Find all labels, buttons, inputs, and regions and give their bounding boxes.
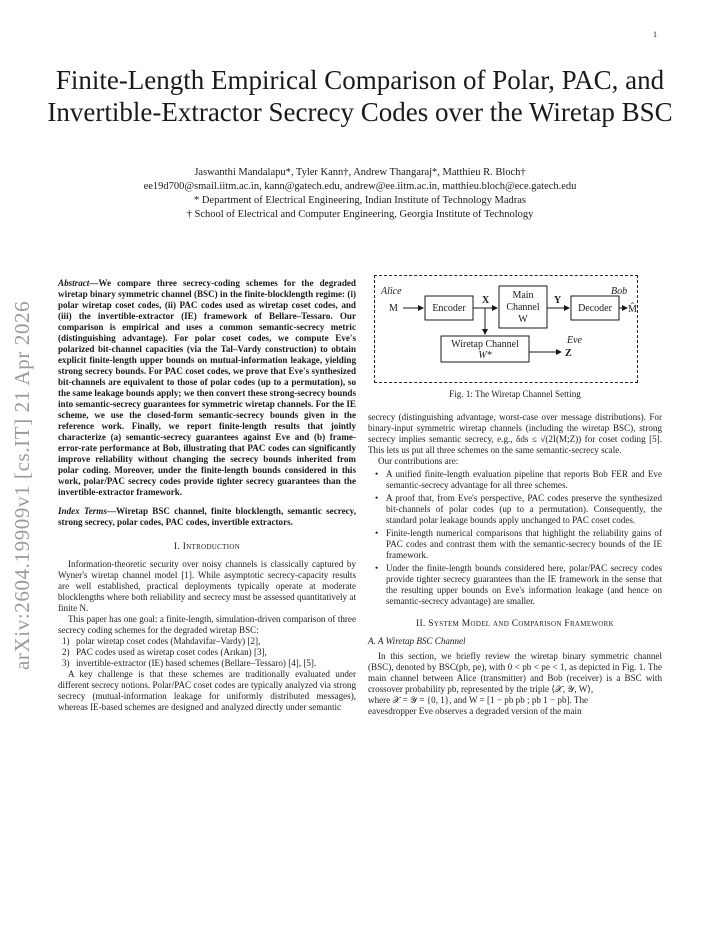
affiliation-gatech: † School of Electrical and Computer Engineering, Georgia Institute of Technology xyxy=(186,209,534,220)
paper-title: Finite-Length Empirical Comparison of Polar, PAC, and Invertible-Extractor Secrecy Codes over the Wiretap BSC xyxy=(47,65,673,127)
eve-label: Eve xyxy=(567,335,582,346)
index-terms-text: —Wiretap BSC channel, finite blocklength, semantic secrecy, strong secrecy, polar codes, PAC codes, invertible extractors. xyxy=(58,506,356,527)
wiretap-channel-label-2: W* xyxy=(478,350,492,361)
eve-degraded-line: eavesdropper Eve observes a degraded version of the main xyxy=(368,706,582,716)
figure-caption: Fig. 1: The Wiretap Channel Setting xyxy=(449,389,581,399)
scheme-list xyxy=(58,636,356,669)
scheme-list-item: 3) invertible-extractor (IE) based schemes (Bellare–Tessaro) [4], [5]. xyxy=(62,658,317,668)
system-model-paragraph: In this section, we briefly review the wiretap binary symmetric channel (BSC), denoted by BSC(pb, pe), with 0 < pb < pe < 1, as depicted in Fig. 1. The main channel between Alice (transmitter) and Bob (receiver) is a BSC with crossover probability pb, represented by the triple ⟨𝒳, 𝒴, W⟩, xyxy=(368,651,662,694)
abstract-paragraph xyxy=(58,278,356,498)
z-label: Z xyxy=(565,348,572,359)
scheme-list-item: 1) polar wiretap coset codes (Mahdavifar–Vardy) [2], xyxy=(62,636,261,646)
wiretap-diagram xyxy=(375,276,639,384)
scheme-list-item: 2) PAC codes used as wiretap coset codes (Arıkan) [3], xyxy=(62,647,267,657)
contribution-item: • A proof that, from Eve's perspective, PAC codes preserve the synthesized bit-channels of polar codes (up to a permutation). Consequently, the standard polar leakage bounds apply unchanged to PAC coset codes. xyxy=(386,493,662,526)
x-label: X xyxy=(482,295,490,306)
intro-paragraph-1: Information-theoretic security over noisy channels is classically captured by Wyner's wiretap channel model [1]. While asymptotic secrecy-capacity results are well established, practical deployments typically operate at moderate blocklengths where both reliability and secrecy must be assessed quantitatively at finite N. xyxy=(58,559,356,613)
index-terms-lead: Index Terms xyxy=(58,506,107,516)
right-column xyxy=(368,275,662,717)
intro-paragraph-3: A key challenge is that these schemes are traditionally evaluated under different secrecy notions. Polar/PAC coset codes are typically analyzed via strong secrecy (mutual-information leakage for uniformly distributed messages), whereas IE-based schemes are designed and analyzed directly under semantic xyxy=(58,669,356,712)
encoder-label: Encoder xyxy=(432,303,466,314)
author-names: Jaswanthi Mandalapu*, Tyler Kann†, Andrew Thangaraj*, Matthieu R. Bloch† xyxy=(194,167,526,178)
subsection-heading-wiretap-bsc: A. A Wiretap BSC Channel xyxy=(368,636,466,646)
contributions-list xyxy=(368,469,662,607)
abstract-lead: Abstract xyxy=(58,278,90,288)
abstract-text: —We compare three secrecy-coding schemes for the degraded wiretap binary symmetric channel (BSC) in the finite-blocklength regime: (i) polar wiretap coset codes, (ii) PAC codes used as wiretap coset codes, and (iii) the invertible-extractor (IE) framework of Bellare–Tessaro. Our comparison is empirical and uses a common semantic-secrecy metric (distinguishing advantage). For polar coset codes, we compute Eve's polarized bit-channel capacities (via the Tal–Vardy construction) to obtain explicit finite-length upper bounds on mutual-information leakage, yielding strong secrecy bounds. For PAC coset codes, we prove that Eve's synthesized bit-channels are equivalent to those of polar codes (up to a permutation), so the same leakage bounds apply; we then convert these strong-secrecy bounds into semantic-secrecy guarantees for symmetric wiretap channels. For the IE scheme, we use the closed-form semantic-secrecy bounds given in the reference work. Finally, we report finite-length results that jointly characterize (a) semantic-secrecy guarantees against Eve and (b) frame-error-rate performance at Bob, illustrating that PAC codes can significantly improve reliability without changing the secrecy bounds inherited from polar coding. Moreover, under the finite-length bounds considered in this work, polar/PAC secrecy codes provide tighter secrecy guarantees than the invertible-extractor framework. xyxy=(58,278,356,497)
channel-matrix-line: where 𝒳 = 𝒴 = {0, 1}, and W = [1 − pb pb ; pb 1 − pb]. The xyxy=(368,695,589,705)
wiretap-channel-label-1: Wiretap Channel xyxy=(451,339,519,350)
affiliation-iitm: * Department of Electrical Engineering, Indian Institute of Technology Madras xyxy=(193,195,527,206)
arxiv-stamp: arXiv:2604.19909v1 [cs.IT] 21 Apr 2026 xyxy=(10,300,34,670)
decoder-label: Decoder xyxy=(578,303,612,314)
right-paragraph-1: secrecy (distinguishing advantage, worst-case over message distributions). For binary-input symmetric wiretap channels (including the wiretap BSC), strong secrecy implies semantic secrecy, e.g., δds ≤ √(2I(M;Z)) for coset coding [5]. This lets us put all three schemes on the same semantic-secrecy scale. xyxy=(368,412,662,455)
page-number: 1 xyxy=(653,30,657,39)
main-channel-label-3: W xyxy=(518,314,528,325)
main-channel-label-1: Main xyxy=(512,290,534,301)
index-terms xyxy=(58,506,356,528)
intro-paragraph-2: This paper has one goal: a finite-length, simulation-driven comparison of three secrecy coding schemes for the degraded wiretap BSC: xyxy=(58,614,356,635)
contribution-item: • A unified finite-length evaluation pipeline that reports Bob FER and Eve semantic-secrecy advantage for all three schemes. xyxy=(386,469,662,491)
bob-label: Bob xyxy=(611,286,628,297)
abstract xyxy=(58,278,356,498)
main-channel-label-2: Channel xyxy=(506,302,540,313)
author-emails: ee19d700@smail.iitm.ac.in, kann@gatech.edu, andrew@ee.iitm.ac.in, matthieu.bloch@ece.gatech.edu xyxy=(143,181,577,192)
m-hat-label: M̂ xyxy=(628,304,637,315)
m-input-label: M xyxy=(389,303,398,314)
contribution-item: • Finite-length numerical comparisons that highlight the reliability gains of PAC codes and contrast them with the semantic-secrecy bounds of the IE framework. xyxy=(386,528,662,561)
alice-label: Alice xyxy=(381,286,402,297)
contribution-item: • Under the finite-length bounds considered here, polar/PAC secrecy codes provide tighter secrecy guarantees than the IE framework in the sense that the resulting upper bounds on Eve's information leakage (and hence on semantic-secrecy advantage) are smaller. xyxy=(386,563,662,607)
author-block xyxy=(40,166,680,222)
left-column xyxy=(58,278,356,713)
contributions-intro: Our contributions are: xyxy=(378,456,459,466)
wiretap-channel-figure xyxy=(374,275,638,383)
section-heading-system-model: II. System Model and Comparison Framework xyxy=(416,619,614,629)
y-label: Y xyxy=(554,295,562,306)
section-heading-introduction: I. Introduction xyxy=(173,542,241,552)
